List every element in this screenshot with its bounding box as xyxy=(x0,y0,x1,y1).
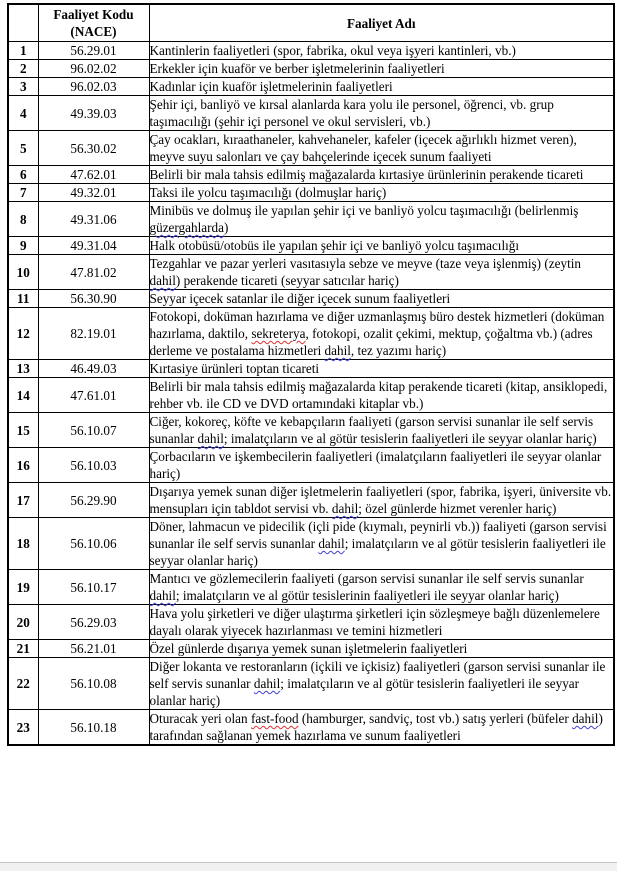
activity-name: Belirli bir mala tahsis edilmiş mağazalarda kırtasiye ürünlerinin perakende ticareti xyxy=(149,166,614,184)
table-row xyxy=(8,237,614,255)
spellcheck-marked-word: güzergahlarda xyxy=(149,220,224,235)
row-number: 5 xyxy=(8,131,38,166)
row-number: 19 xyxy=(8,570,38,605)
activity-code: 49.31.04 xyxy=(38,237,149,255)
activity-code: 56.10.08 xyxy=(38,658,149,710)
activity-name: Dışarıya yemek sunan diğer işletmelerin faaliyetleri (spor, fabrika, işyeri, üniversite vb. mensupları için tabldot servisi vb. dahil; özel günlerde hizmet verenler hariç) xyxy=(149,483,614,518)
row-number: 10 xyxy=(8,255,38,290)
activity-code: 96.02.03 xyxy=(38,78,149,96)
activity-code: 49.31.06 xyxy=(38,202,149,237)
activity-code: 56.30.02 xyxy=(38,131,149,166)
activity-code: 96.02.02 xyxy=(38,60,149,78)
row-number: 8 xyxy=(8,202,38,237)
table-row xyxy=(8,483,614,518)
row-number: 12 xyxy=(8,308,38,360)
spellcheck-marked-word: dahil xyxy=(197,431,224,446)
row-number: 15 xyxy=(8,413,38,448)
table-row xyxy=(8,184,614,202)
spellcheck-marked-word: dahil xyxy=(253,676,281,691)
table-row xyxy=(8,710,614,746)
row-number: 9 xyxy=(8,237,38,255)
table-row xyxy=(8,290,614,308)
table-row xyxy=(8,202,614,237)
activity-name: Şehir içi, banliyö ve kırsal alanlarda kara yolu ile personel, öğrenci, vb. grup taşımacılığı (şehir içi personel ve okul servisleri, vb.) xyxy=(149,96,614,131)
table-row xyxy=(8,640,614,658)
row-number: 18 xyxy=(8,518,38,570)
spellcheck-marked-word: fast-food xyxy=(250,711,299,726)
activity-name: Fotokopi, doküman hazırlama ve diğer uzmanlaşmış büro destek hizmetleri (doküman hazırlama, daktilo, sekreterya, fotokopi, ozalit çekimi, mektup, çoğaltma vb.) (adres derleme ve postalama hizmetleri dahil, tez yazımı hariç) xyxy=(149,308,614,360)
table-row xyxy=(8,448,614,483)
spellcheck-marked-word: dahil xyxy=(572,711,599,726)
activity-name: Erkekler için kuaför ve berber işletmelerinin faaliyetleri xyxy=(149,60,614,78)
activity-name: Kırtasiye ürünleri toptan ticareti xyxy=(149,360,614,378)
spellcheck-marked-word: dahil xyxy=(149,273,176,288)
row-number: 13 xyxy=(8,360,38,378)
activity-code: 49.32.01 xyxy=(38,184,149,202)
activity-name: Kadınlar için kuaför işletmelerinin faaliyetleri xyxy=(149,78,614,96)
table-row xyxy=(8,308,614,360)
activity-code: 56.29.01 xyxy=(38,42,149,60)
activity-name: Halk otobüsü/otobüs ile yapılan şehir içi ve banliyö yolcu taşımacılığı xyxy=(149,237,614,255)
table-row xyxy=(8,360,614,378)
table-row xyxy=(8,166,614,184)
table-row xyxy=(8,378,614,413)
row-number: 6 xyxy=(8,166,38,184)
row-number: 1 xyxy=(8,42,38,60)
table-body xyxy=(8,42,614,746)
activity-name: Tezgahlar ve pazar yerleri vasıtasıyla sebze ve meyve (taze veya işlenmiş) (zeytin dahil) perakende ticareti (seyyar satıcılar hariç) xyxy=(149,255,614,290)
activity-name: Minibüs ve dolmuş ile yapılan şehir içi ve banliyö yolcu taşımacılığı (belirlenmiş güzergahlarda) xyxy=(149,202,614,237)
table-row xyxy=(8,658,614,710)
row-number: 17 xyxy=(8,483,38,518)
spellcheck-marked-word: sekreterya xyxy=(251,326,306,341)
activity-name: Özel günlerde dışarıya yemek sunan işletmelerin faaliyetleri xyxy=(149,640,614,658)
header-activity-code: Faaliyet Kodu (NACE) xyxy=(38,4,149,42)
spellcheck-marked-word: dahil xyxy=(331,501,359,516)
table-row xyxy=(8,96,614,131)
table-row xyxy=(8,131,614,166)
table-row xyxy=(8,413,614,448)
activity-code: 47.61.01 xyxy=(38,378,149,413)
activity-code: 56.21.01 xyxy=(38,640,149,658)
row-number: 2 xyxy=(8,60,38,78)
table-row xyxy=(8,605,614,640)
page-edge-strip xyxy=(0,862,617,871)
spellcheck-marked-word: dahil xyxy=(324,343,351,358)
table-row xyxy=(8,570,614,605)
activity-code: 56.10.17 xyxy=(38,570,149,605)
activity-code: 49.39.03 xyxy=(38,96,149,131)
activity-name: Ciğer, kokoreç, köfte ve kebapçıların faaliyeti (garson servisi sunanlar ile self servis sunanlar dahil; imalatçıların ve al götür tesislerin faaliyetleri ile seyyar olanlar hariç) xyxy=(149,413,614,448)
activity-name: Belirli bir mala tahsis edilmiş mağazalarda kitap perakende ticareti (kitap, ansiklopedi, rehber vb. ile CD ve DVD ortamındaki kitaplar vb.) xyxy=(149,378,614,413)
row-number: 21 xyxy=(8,640,38,658)
activity-name: Oturacak yeri olan fast-food (hamburger, sandviç, tost vb.) satış yerleri (büfeler dahil) tarafından sağlanan yemek hazırlama ve sunum faaliyetleri xyxy=(149,710,614,746)
row-number: 23 xyxy=(8,710,38,746)
spellcheck-marked-word: dahil xyxy=(149,588,176,603)
header-index-cell xyxy=(8,4,38,42)
table-row xyxy=(8,255,614,290)
activity-code: 56.30.90 xyxy=(38,290,149,308)
activity-table xyxy=(7,3,615,746)
activity-code: 56.29.03 xyxy=(38,605,149,640)
table-row xyxy=(8,60,614,78)
row-number: 3 xyxy=(8,78,38,96)
activity-name: Çorbacıların ve işkembecilerin faaliyetleri (imalatçıların faaliyetleri ile seyyar olanlar hariç) xyxy=(149,448,614,483)
activity-code: 56.10.06 xyxy=(38,518,149,570)
row-number: 22 xyxy=(8,658,38,710)
activity-code: 56.10.03 xyxy=(38,448,149,483)
activity-code: 47.81.02 xyxy=(38,255,149,290)
activity-name: Hava yolu şirketleri ve diğer ulaştırma şirketleri için sözleşmeye bağlı düzenlemelere dayalı olarak yiyecek hazırlanması ve temini hizmetleri xyxy=(149,605,614,640)
spellcheck-marked-word: dahil xyxy=(318,536,345,551)
table-row xyxy=(8,78,614,96)
row-number: 7 xyxy=(8,184,38,202)
row-number: 20 xyxy=(8,605,38,640)
row-number: 4 xyxy=(8,96,38,131)
activity-code: 47.62.01 xyxy=(38,166,149,184)
header-activity-name: Faaliyet Adı xyxy=(149,4,614,42)
table-row xyxy=(8,42,614,60)
activity-code: 56.10.18 xyxy=(38,710,149,746)
activity-name: Taksi ile yolcu taşımacılığı (dolmuşlar hariç) xyxy=(149,184,614,202)
activity-name: Döner, lahmacun ve pidecilik (içli pide (kıymalı, peynirli vb.)) faaliyeti (garson servisi sunanlar ile self servis sunanlar dahil; imalatçıların ve al götür tesislerin faaliyetleri ile seyyar olanlar hariç) xyxy=(149,518,614,570)
activity-name: Kantinlerin faaliyetleri (spor, fabrika, okul veya işyeri kantinleri, vb.) xyxy=(149,42,614,60)
activity-name: Çay ocakları, kıraathaneler, kahvehaneler, kafeler (içecek ağırlıklı hizmet veren), meyve suyu salonları ve çay bahçelerinde içecek sunum faaliyeti xyxy=(149,131,614,166)
activity-code: 56.29.90 xyxy=(38,483,149,518)
activity-code: 46.49.03 xyxy=(38,360,149,378)
activity-name: Seyyar içecek satanlar ile diğer içecek sunum faaliyetleri xyxy=(149,290,614,308)
activity-name: Diğer lokanta ve restoranların (içkili ve içkisiz) faaliyetleri (garson servisi sunanlar ile self servis sunanlar dahil; imalatçıların ve al götür tesislerin faaliyetleri ile seyyar olanlar hariç) xyxy=(149,658,614,710)
activity-code: 56.10.07 xyxy=(38,413,149,448)
table-row xyxy=(8,518,614,570)
activity-code: 82.19.01 xyxy=(38,308,149,360)
row-number: 11 xyxy=(8,290,38,308)
row-number: 16 xyxy=(8,448,38,483)
header-row xyxy=(8,4,614,42)
row-number: 14 xyxy=(8,378,38,413)
activity-name: Mantıcı ve gözlemecilerin faaliyeti (garson servisi sunanlar ile self servis sunanlar dahil; imalatçıların ve al götür tesislerinin faaliyetleri ile seyyar olanlar hariç) xyxy=(149,570,614,605)
